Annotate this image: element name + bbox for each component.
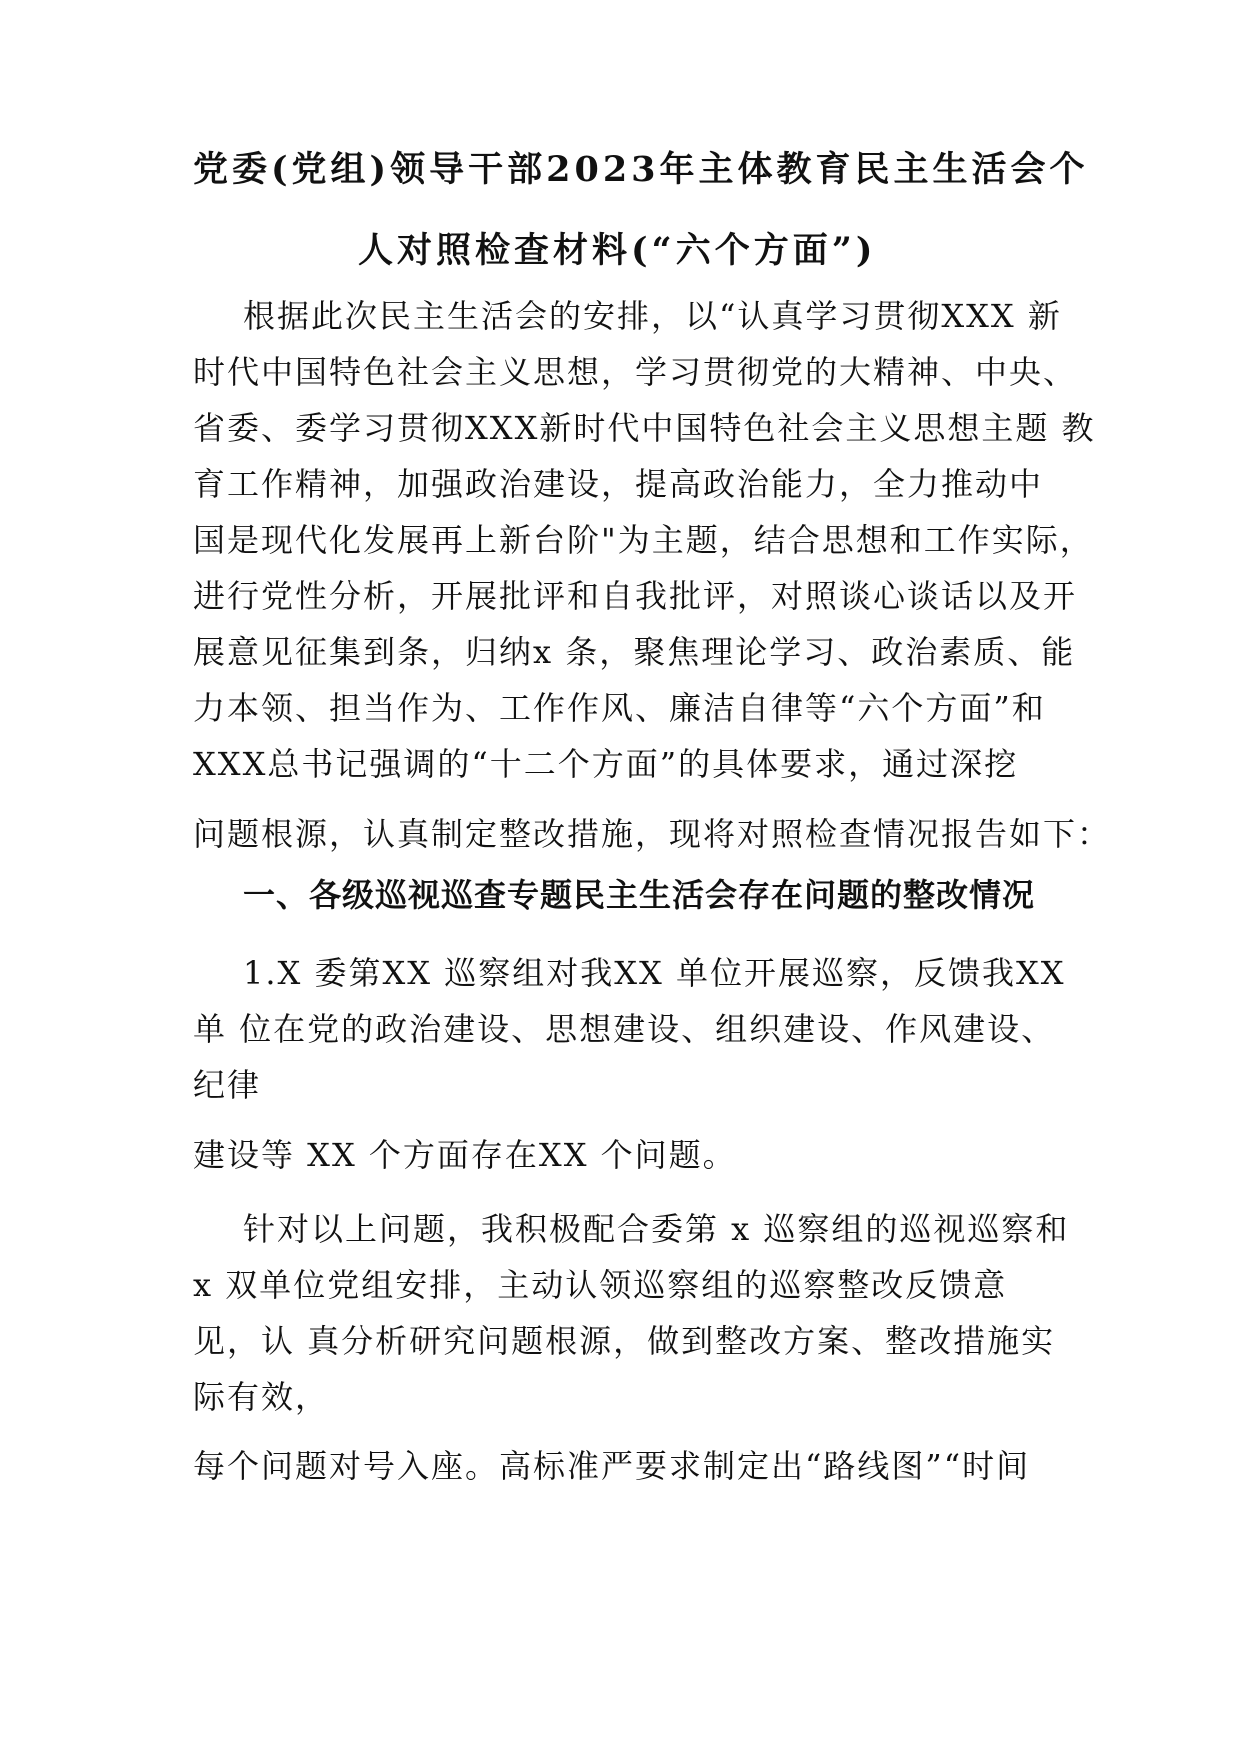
- paragraph4-line-1: 每个问题对号入座。高标准严要求制定出“路线图”“时间: [193, 1447, 1031, 1485]
- paragraph1-line-1: 根据此次民主生活会的安排，以“认真学习贯彻XXX 新: [243, 297, 1062, 335]
- paragraph3-line-3: 见，认 真分析研究问题根源，做到整改方案、整改措施实: [193, 1322, 1056, 1360]
- item1-line-1: 1.X 委第XX 巡察组对我XX 单位开展巡察，反馈我XX: [243, 954, 1066, 992]
- paragraph2-line-1: 问题根源，认真制定整改措施，现将对照检查情况报告如下：: [193, 815, 1112, 853]
- item1-cont-line-1: 建设等 XX 个方面存在XX 个问题。: [193, 1136, 737, 1174]
- paragraph1-line-8: 力本领、担当作为、工作作风、廉洁自律等“六个方面”和: [193, 689, 1046, 727]
- paragraph1-line-7: 展意见征集到条，归纳x 条，聚焦理论学习、政治素质、能: [193, 633, 1076, 671]
- paragraph1-line-9: XXX总书记强调的“十二个方面”的具体要求，通过深挖: [193, 745, 1019, 783]
- document-title-line-1: 党委(党组)领导干部2023年主体教育民主生活会个: [193, 149, 1089, 190]
- paragraph3-line-4: 际有效，: [193, 1378, 330, 1416]
- paragraph3-line-2: x 双单位党组安排，主动认领巡察组的巡察整改反馈意: [193, 1266, 1008, 1304]
- paragraph1-line-2: 时代中国特色社会主义思想，学习贯彻党的大精神、中央、: [193, 353, 1078, 391]
- section-heading: 一、各级巡视巡查专题民主生活会存在问题的整改情况: [243, 876, 1036, 914]
- item1-line-2: 单 位在党的政治建设、思想建设、组织建设、作风建设、: [193, 1010, 1056, 1048]
- paragraph1-line-4: 育工作精神，加强政治建设，提高政治能力，全力推动中: [193, 465, 1044, 503]
- item1-line-3: 纪律: [193, 1066, 262, 1104]
- paragraph1-line-5: 国是现代化发展再上新台阶"为主题，结合思想和工作实际，: [193, 521, 1094, 559]
- paragraph1-line-3: 省委、委学习贯彻XXX新时代中国特色社会主义思想主题 教: [193, 409, 1096, 447]
- paragraph3-line-1: 针对以上问题，我积极配合委第 x 巡察组的巡视巡察和: [243, 1210, 1070, 1248]
- paragraph1-line-6: 进行党性分析，开展批评和自我批评，对照谈心谈话以及开: [193, 577, 1078, 615]
- document-title-line-2: 人对照检查材料(“六个方面”): [358, 230, 877, 271]
